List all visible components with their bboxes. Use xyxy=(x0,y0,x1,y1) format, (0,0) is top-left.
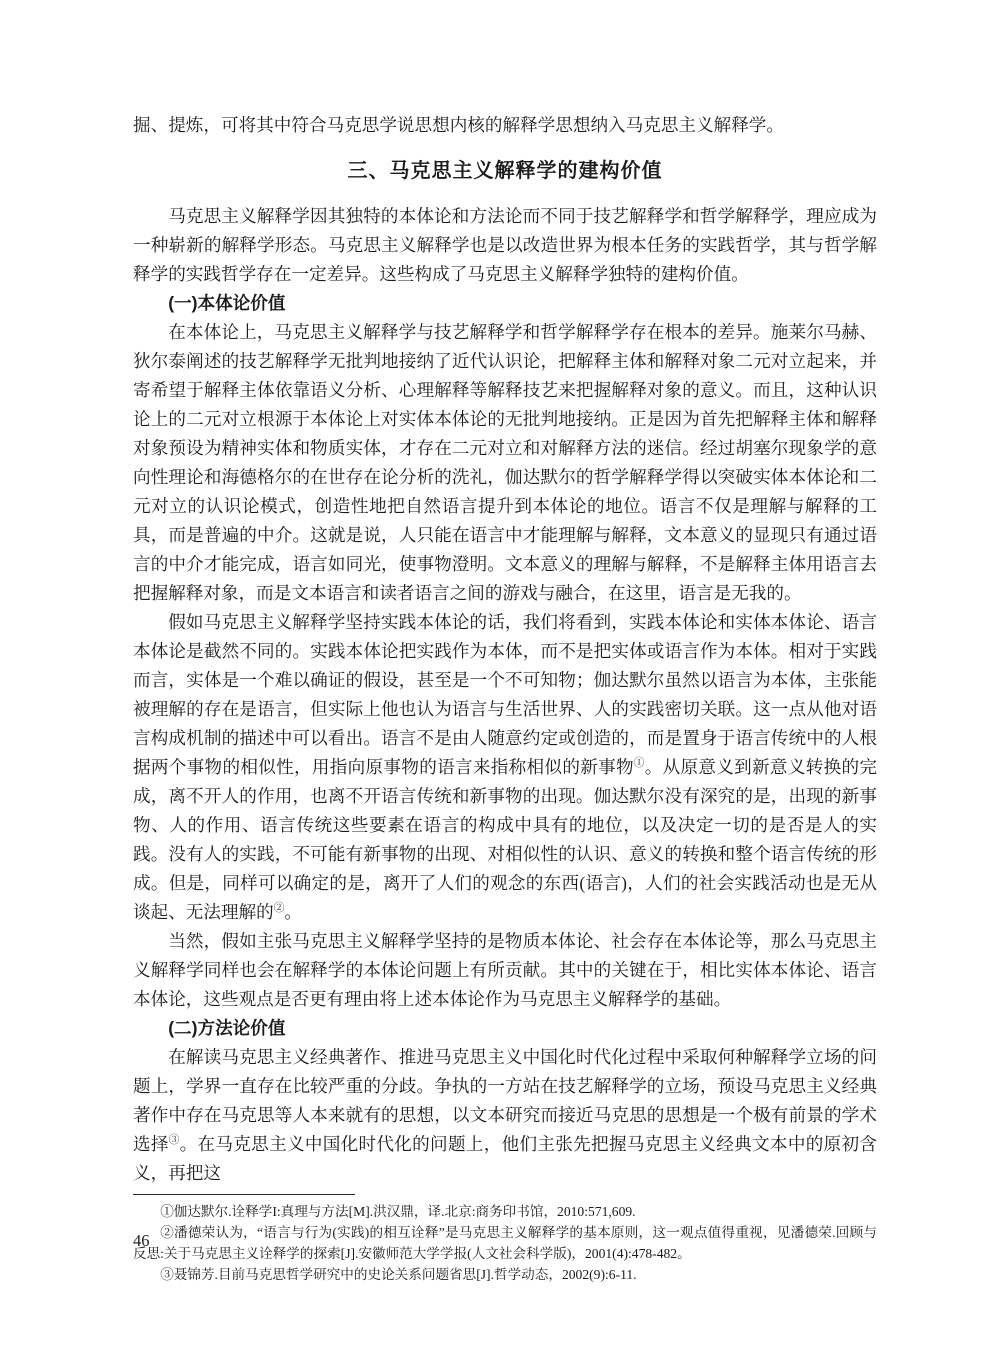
body-paragraph: 当然，假如主张马克思主义解释学坚持的是物质本体论、社会存在本体论等，那么马克思主义解释学同样也会在解释学的本体论问题上有所贡献。其中的关键在于，相比实体本体论、语言本体论，这些观点是否更有理由将上述本体论作为马克思主义解释学的基础。 xyxy=(133,931,877,1009)
body-paragraph: 假如马克思主义解释学坚持实践本体论的话，我们将看到，实践本体论和实体本体论、语言本体论是截然不同的。实践本体论把实践作为本体，而不是把实体或语言作为本体。相对于实践而言，实体是一个难以确证的假设，甚至是一个不可知物；伽达默尔虽然以语言为本体，主张能被理解的存在是语言，但实际上他也认为语言与生活世界、人的实践密切关联。这一点从他对语言构成机制的描述中可以看出。语言不是由人随意约定或创造的，而是置身于语言传统中的人根据两个事物的相似性，用指向原事物的语言来指称相似的新事物①。从原意义到新意义转换的完成，离不开人的作用，也离不开语言传统和新事物的出现。伽达默尔没有深究的是，出现的新事物、人的作用、语言传统这些要素在语言的构成中具有的地位，以及决定一切的是否是人的实践。没有人的实践，不可能有新事物的出现、对相似性的认识、意义的转换和整个语言传统的形成。但是，同样可以确定的是，离开了人们的观念的东西(语言)，人们的社会实践活动也是无从谈起、无法理解的②。 xyxy=(133,612,877,922)
footnote-separator-rule xyxy=(133,1194,355,1195)
page-content xyxy=(133,111,877,1285)
section-heading: 三、马克思主义解释学的建构价值 xyxy=(347,160,663,182)
footnotes-block xyxy=(133,1201,877,1285)
lead-paragraph: 掘、提炼，可将其中符合马克思学说思想内核的解释学思想纳入马克思主义解释学。 xyxy=(133,115,784,135)
section-intro-paragraph: 马克思主义解释学因其独特的本体论和方法论而不同于技艺解释学和哲学解释学，理应成为一种崭新的解释学形态。马克思主义解释学也是以改造世界为根本任务的实践哲学，其与哲学解释学的实践哲学存在一定差异。这些构成了马克思主义解释学独特的建构价值。 xyxy=(133,206,877,284)
body-paragraph: 在本体论上，马克思主义解释学与技艺解释学和哲学解释学存在根本的差异。施莱尔马赫、狄尔泰阐述的技艺解释学无批判地接纳了近代认识论，把解释主体和解释对象二元对立起来，并寄希望于解释主体依靠语义分析、心理解释等解释技艺来把握解释对象的意义。而且，这种认识论上的二元对立根源于本体论上对实体本体论的无批判地接纳。正是因为首先把解释主体和解释对象预设为精神实体和物质实体，才存在二元对立和对解释方法的迷信。经过胡塞尔现象学的意向性理论和海德格尔的在世存在论分析的洗礼，伽达默尔的哲学解释学得以突破实体本体论和二元对立的认识论模式，创造性地把自然语言提升到本体论的地位。语言不仅是理解与解释的工具，而是普遍的中介。这就是说，人只能在语言中才能理解与解释，文本意义的显现只有通过语言的中介才能完成，语言如同光，使事物澄明。文本意义的理解与解释，不是解释主体用语言去把握解释对象，而是文本语言和读者语言之间的游戏与融合，在这里，语言是无我的。 xyxy=(133,322,877,603)
subsection-title-ontological-value: (一)本体论价值 xyxy=(168,293,286,313)
subsection-title-methodological-value: (二)方法论价值 xyxy=(168,1018,286,1038)
footnote-3: ③聂锦芳.目前马克思哲学研究中的史论关系问题省思[J].哲学动态，2002(9):6-11. xyxy=(160,1267,637,1282)
page-number: 46 xyxy=(133,1231,150,1250)
footnote-1: ①伽达默尔.诠释学I:真理与方法[M].洪汉鼎，译.北京:商务印书馆，2010:571,609. xyxy=(160,1204,636,1219)
footnote-2: ②潘德荣认为，“语言与行为(实践)的相互诠释”是马克思主义解释学的基本原则，这一观点值得重视，见潘德荣.回顾与反思:关于马克思主义诠释学的探索[J].安徽师范大学学报(人文社会科学版)，2001(4):478-482。 xyxy=(133,1225,877,1261)
body-paragraph: 在解读马克思主义经典著作、推进马克思主义中国化时代化过程中采取何种解释学立场的问题上，学界一直存在比较严重的分歧。争执的一方站在技艺解释学的立场，预设马克思主义经典著作中存在马克思等人本来就有的思想，以文本研究而接近马克思的思想是一个极有前景的学术选择③。在马克思主义中国化时代化的问题上，他们主张先把握马克思主义经典文本中的原初含义，再把这 xyxy=(133,1047,877,1183)
